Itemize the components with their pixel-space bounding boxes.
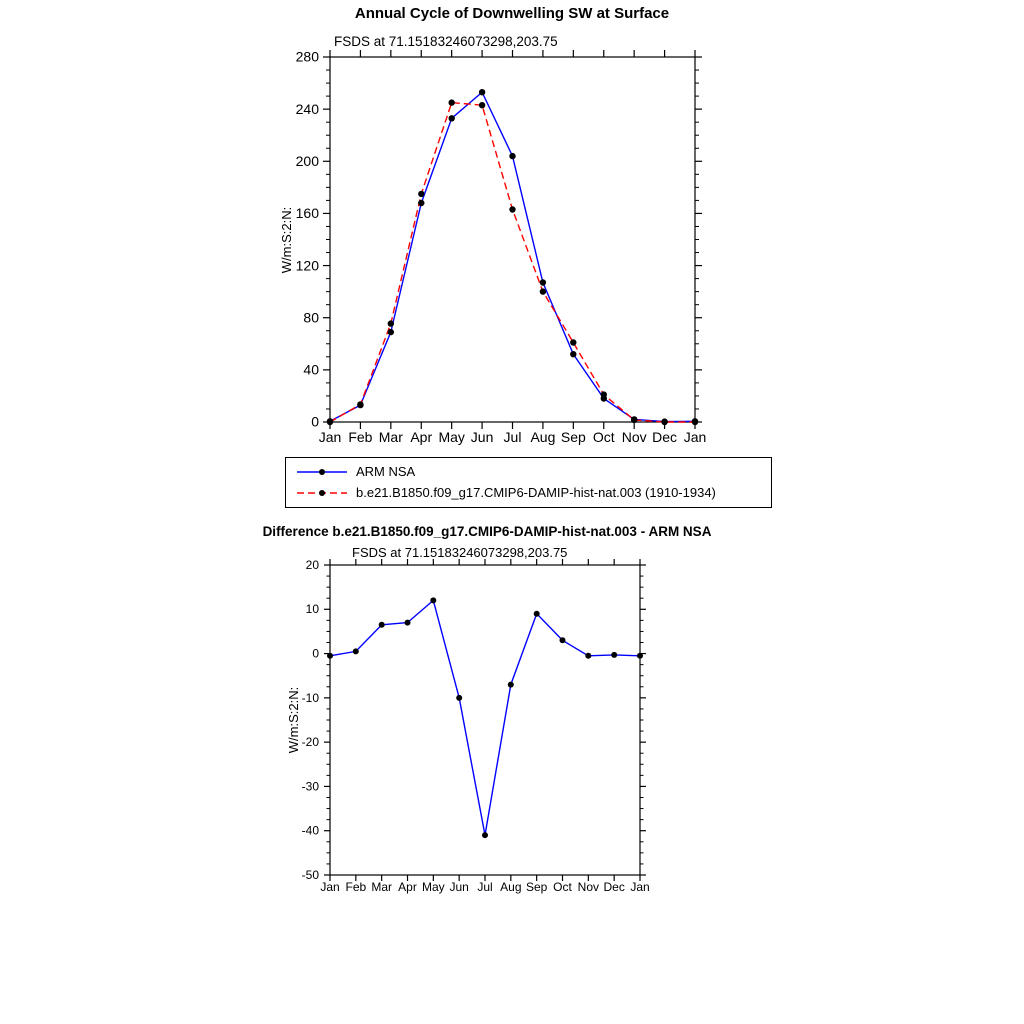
svg-text:-10: -10 <box>301 690 319 705</box>
svg-text:May: May <box>438 429 465 445</box>
svg-text:Jul: Jul <box>503 429 522 445</box>
svg-text:Aug: Aug <box>500 880 522 894</box>
svg-text:200: 200 <box>295 152 319 169</box>
svg-text:0: 0 <box>312 646 319 661</box>
legend-label-arm-nsa: ARM NSA <box>356 464 416 479</box>
svg-text:160: 160 <box>295 205 319 222</box>
svg-text:Aug: Aug <box>530 429 556 445</box>
svg-text:280: 280 <box>295 48 319 65</box>
svg-text:Jun: Jun <box>470 429 494 445</box>
svg-text:20: 20 <box>305 557 319 572</box>
top-chart-y-axis-label: W/m:S:2:N: <box>279 206 294 274</box>
svg-text:Oct: Oct <box>592 429 615 445</box>
svg-text:0: 0 <box>311 413 319 430</box>
svg-text:Sep: Sep <box>560 429 586 445</box>
svg-text:Jan: Jan <box>630 880 650 894</box>
legend-item-model <box>286 482 771 503</box>
svg-text:-40: -40 <box>301 823 319 838</box>
legend-item-arm-nsa <box>286 461 771 482</box>
svg-text:-30: -30 <box>301 779 319 794</box>
svg-text:120: 120 <box>295 257 319 274</box>
svg-text:-20: -20 <box>301 735 319 750</box>
svg-text:Dec: Dec <box>652 429 678 445</box>
svg-text:Mar: Mar <box>378 429 403 445</box>
svg-text:10: 10 <box>305 602 319 617</box>
svg-text:Oct: Oct <box>553 880 572 894</box>
legend-line-sample-red-dashed <box>294 483 350 503</box>
svg-text:Mar: Mar <box>371 880 393 894</box>
bottom-chart-y-axis-label: W/m:S:2:N: <box>286 686 301 754</box>
svg-text:Jan: Jan <box>683 429 707 445</box>
svg-text:Apr: Apr <box>398 880 417 894</box>
svg-text:Nov: Nov <box>577 880 600 894</box>
svg-text:-50: -50 <box>301 867 319 882</box>
svg-text:Sep: Sep <box>525 880 548 894</box>
svg-text:Jan: Jan <box>320 880 340 894</box>
top-chart-subtitle: FSDS at 71.15183246073298,203.75 <box>334 34 558 49</box>
svg-text:240: 240 <box>295 100 319 117</box>
top-chart-title: Annual Cycle of Downwelling SW at Surface <box>354 5 670 22</box>
svg-text:Jun: Jun <box>449 880 469 894</box>
svg-text:Jul: Jul <box>477 880 493 894</box>
bottom-chart-title: Difference b.e21.B1850.f09_g17.CMIP6-DAMIP-hist-nat.003 - ARM NSA <box>262 524 712 539</box>
svg-text:Feb: Feb <box>348 429 373 445</box>
legend-label-model: b.e21.B1850.f09_g17.CMIP6-DAMIP-hist-nat.003 (1910-1934) <box>356 485 716 500</box>
svg-text:Apr: Apr <box>410 429 433 445</box>
svg-text:Dec: Dec <box>603 880 625 894</box>
svg-text:Nov: Nov <box>621 429 647 445</box>
svg-text:80: 80 <box>303 309 319 326</box>
svg-text:40: 40 <box>303 361 319 378</box>
legend-line-sample-blue-solid <box>294 462 350 482</box>
bottom-chart-subtitle: FSDS at 71.15183246073298,203.75 <box>352 545 568 560</box>
svg-text:Jan: Jan <box>318 429 342 445</box>
svg-text:May: May <box>421 880 445 894</box>
legend <box>285 457 772 508</box>
svg-text:Feb: Feb <box>345 880 367 894</box>
